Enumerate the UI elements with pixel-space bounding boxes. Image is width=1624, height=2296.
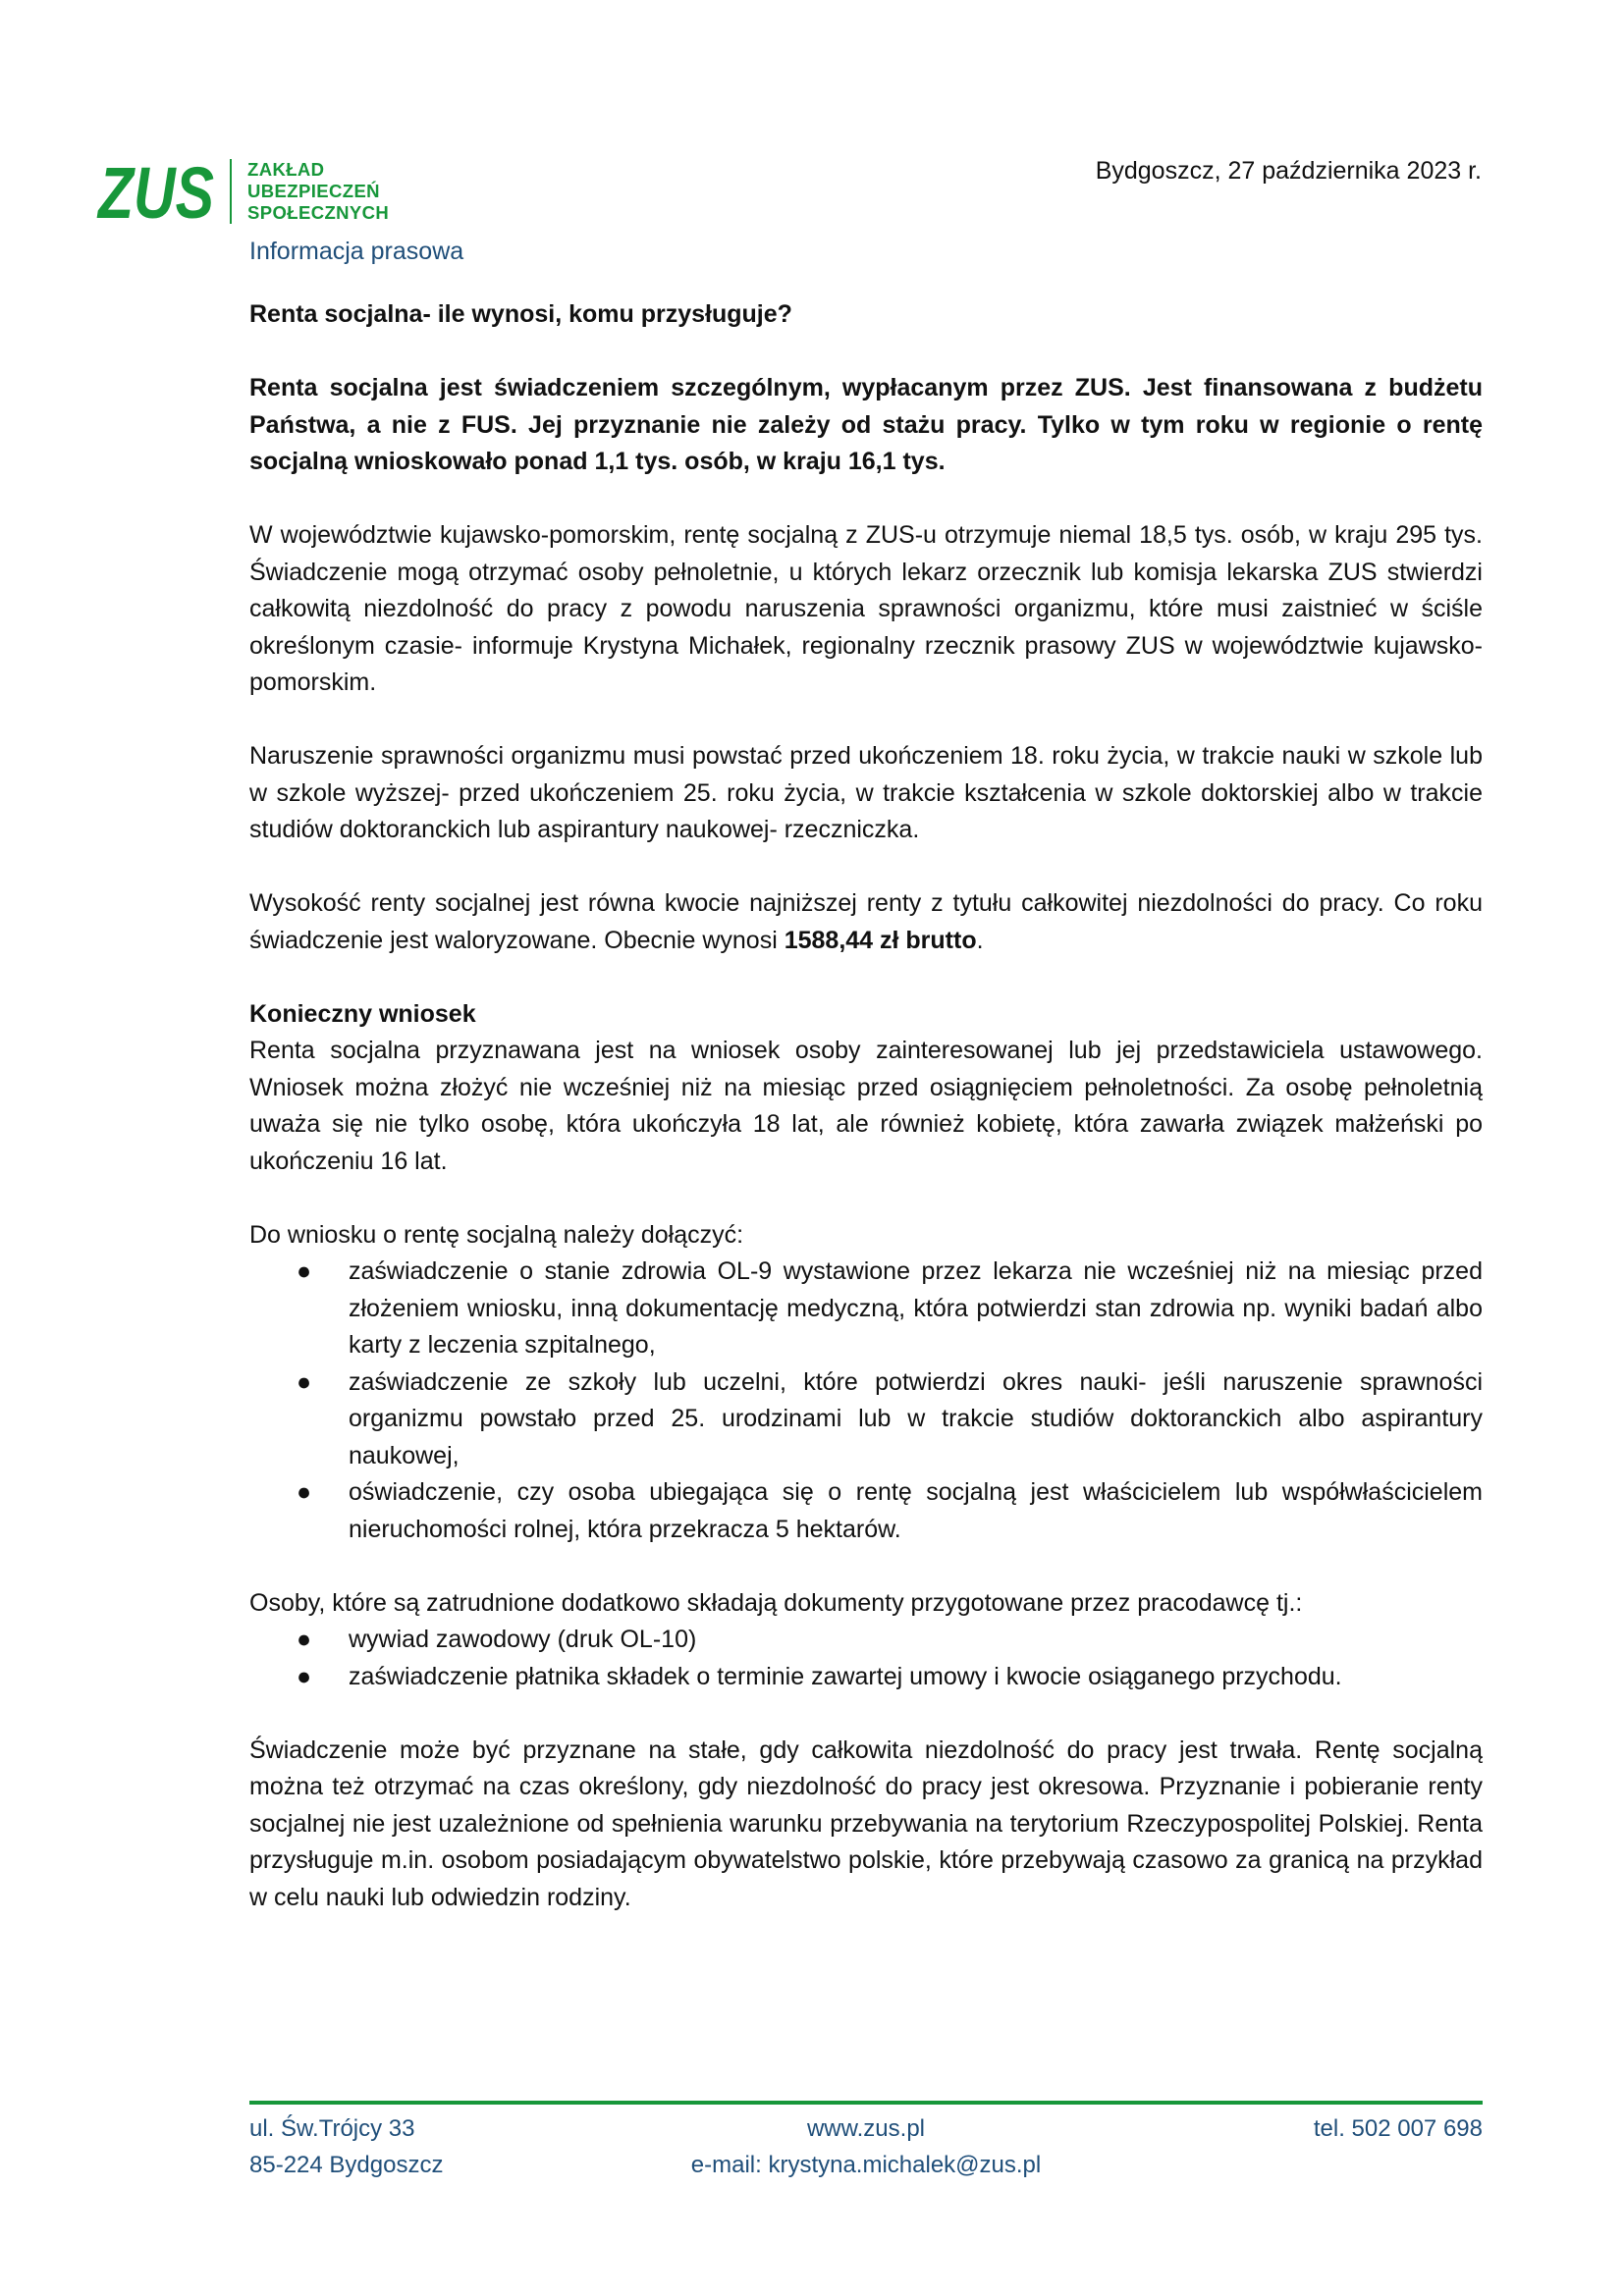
- list-item-text: oświadczenie, czy osoba ubiegająca się o rentę socjalną jest właścicielem lub współwłaścicielem nieruchomości rolnej, która przekracza 5 hektarów.: [349, 1478, 1483, 1543]
- paragraph-conditions: Naruszenie sprawności organizmu musi powstać przed ukończeniem 18. roku życia, w trakcie nauki w szkole lub w szkole wyższej- przed ukończeniem 25. roku życia, w trakcie kształcenia w szkole doktorskiej albo w trakcie studiów doktoranckich lub aspirantury naukowej- rzeczniczka.: [249, 742, 1483, 843]
- attachments-intro: Do wniosku o rentę socjalną należy dołączyć:: [249, 1220, 744, 1249]
- logo-line-2: UBEZPIECZEŃ: [247, 181, 380, 201]
- footer-contact: [249, 2110, 1483, 2183]
- footer-website-link[interactable]: www.zus.pl: [806, 2115, 926, 2142]
- amount-value: 1588,44 zł brutto: [784, 926, 977, 954]
- footer-city: 85-224 Bydgoszcz: [249, 2152, 444, 2178]
- zus-logo: [96, 152, 390, 234]
- paragraph-regional-stats: W województwie kujawsko-pomorskim, rentę socjalną z ZUS-u otrzymuje niemal 18,5 tys. osób, w kraju 295 tys. Świadczenie mogą otrzymać osoby pełnoletnie, u których lekarz orzecznik lub komisja lekarska ZUS stwierdzi całkowitą niezdolność do pracy z powodu naruszenia sprawności organizmu, które musi zaistnieć w ściśle określonym czasie- informuje Krystyna Michałek, regionalny rzecznik prasowy ZUS w województwie kujawsko-pomorskim.: [249, 521, 1483, 696]
- bullet-icon: ●: [297, 1662, 312, 1690]
- article-title: Renta socjalna- ile wynosi, komu przysługuje?: [249, 300, 792, 328]
- press-release-label: Informacja prasowa: [249, 238, 464, 265]
- list-item-text: zaświadczenie o stanie zdrowia OL-9 wystawione przez lekarza nie wcześniej niż na miesiąc przed złożeniem wniosku, inną dokumentację medyczną, która potwierdzi stan zdrowia np. wyniki badań albo karty z leczenia szpitalnego,: [349, 1257, 1483, 1359]
- list-item-text: wywiad zawodowy (druk OL-10): [349, 1626, 697, 1653]
- list-item: [249, 1622, 1483, 1659]
- article-lead: Renta socjalna jest świadczeniem szczególnym, wypłacanym przez ZUS. Jest finansowana z budżetu Państwa, a nie z FUS. Jej przyznanie nie zależy od stażu pracy. Tylko w tym roku w regionie o rentę socjalną wnioskowało ponad 1,1 tys. osób, w kraju 16,1 tys.: [249, 374, 1483, 475]
- date-line: Bydgoszcz, 27 października 2023 r.: [1095, 157, 1482, 185]
- attachments-list: [249, 1254, 1483, 1548]
- footer-divider: [249, 2101, 1483, 2105]
- list-item-text: zaświadczenie ze szkoły lub uczelni, które potwierdzi okres nauki- jeśli naruszenie sprawności organizmu powstało przed 25. urodzinami lub w trakcie studiów doktoranckich albo aspirantury naukowej,: [349, 1367, 1483, 1469]
- paragraph-application: Renta socjalna przyznawana jest na wniosek osoby zainteresowanej lub jej przedstawiciela ustawowego. Wniosek można złożyć nie wcześniej niż na miesiąc przed osiągnięciem pełnoletności. Za osobę pełnoletnią uważa się nie tylko osobę, która ukończyła 18 lat, ale również kobietę, która zawarła związek małżeński po ukończeniu 16 lat.: [249, 1037, 1483, 1175]
- paragraph-amount: [249, 885, 1483, 959]
- bullet-icon: ●: [297, 1478, 312, 1506]
- list-item: [249, 1364, 1483, 1475]
- bullet-icon: ●: [297, 1257, 312, 1285]
- footer-street: ul. Św.Trójcy 33: [249, 2115, 415, 2142]
- footer-phone: tel. 502 007 698: [1313, 2115, 1483, 2142]
- list-item: [249, 1474, 1483, 1548]
- logo-wordmark: [247, 159, 389, 224]
- section-heading: Konieczny wniosek: [249, 999, 476, 1028]
- logo-line-3: SPOŁECZNYCH: [247, 202, 390, 223]
- amount-text: Wysokość renty socjalnej jest równa kwocie najniższej renty z tytułu całkowitej niezdolności do pracy. Co roku świadczenie jest waloryzowane. Obecnie wynosi: [249, 889, 1483, 954]
- amount-end: .: [976, 926, 984, 954]
- bullet-icon: ●: [297, 1367, 312, 1396]
- logo-divider: [230, 159, 232, 224]
- employed-intro: Osoby, które są zatrudnione dodatkowo składają dokumenty przygotowane przez pracodawcę tj.:: [249, 1588, 1303, 1617]
- list-item: [249, 1254, 1483, 1364]
- paragraph-closing: Świadczenie może być przyznane na stałe, gdy całkowita niezdolność do pracy jest trwała. Rentę socjalną można też otrzymać na czas określony, gdy niezdolność do pracy jest okresowa. Przyznanie i pobieranie renty socjalnej nie jest uzależnione od spełnienia warunku przebywania na terytorium Rzeczypospolitej Polskiej. Renta przysługuje m.in. osobom posiadającym obywatelstwo polskie, które przebywają czasowo za granicą na przykład w celu nauki lub odwiedzin rodziny.: [249, 1735, 1483, 1911]
- zus-logo-letters: ZUS: [96, 152, 214, 234]
- list-item-text: zaświadczenie płatnika składek o terminie zawartej umowy i kwocie osiąganego przychodu.: [349, 1662, 1342, 1690]
- article-body: [249, 296, 1483, 1953]
- list-item: [249, 1659, 1483, 1696]
- footer-email-link[interactable]: e-mail: krystyna.michalek@zus.pl: [690, 2152, 1042, 2178]
- zus-logo-mark: [96, 152, 216, 234]
- employed-docs-list: [249, 1622, 1483, 1695]
- logo-line-1: ZAKŁAD: [247, 159, 325, 180]
- bullet-icon: ●: [297, 1626, 312, 1653]
